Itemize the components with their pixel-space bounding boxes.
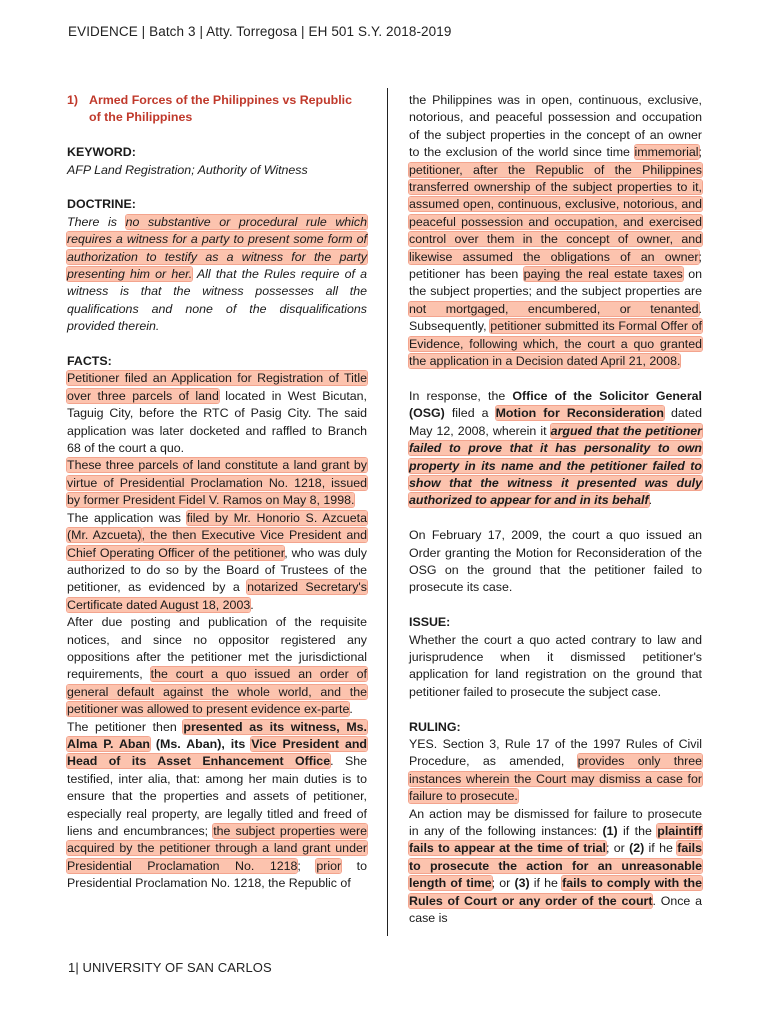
response-paragraph: In response, the Office of the Solicitor General (OSG) filed a Motion for Reconsideration dated May 12, 2008, wherein it argued that the petitioner failed to prove that it has personality to own property in its name and the petitioner failed to show that the witness it presented was duly authorized to appear for and in its behalf. <box>409 388 703 508</box>
column-divider <box>387 88 388 936</box>
keyword-heading: KEYWORD: <box>67 145 136 160</box>
page-header: EVIDENCE | Batch 3 | Atty. Torregosa | EH 501 S.Y. 2018-2019 <box>68 24 452 39</box>
right-column <box>409 92 702 927</box>
page-footer: 1| UNIVERSITY OF SAN CARLOS <box>68 960 272 975</box>
doctrine-text: There is no substantive or procedural rule which requires a witness for a party to present some form of authorization to testify as a witness for the party presenting him or her. All that the Rules require of a witness is that the witness possesses all the qualifications and none of the disqualifications provided therein. <box>67 214 368 334</box>
order-paragraph: On February 17, 2009, the court a quo issued an Order granting the Motion for Reconsideration of the OSG on the ground that the petitioner failed to prosecute its case. <box>409 528 702 595</box>
doctrine-highlight: no substantive or procedural rule which requires a witness for a party to present some form of authorization to testify as a witness for the party presenting him or her. <box>67 214 368 282</box>
case-number: 1) <box>67 93 79 107</box>
keyword-text: AFP Land Registration; Authority of Witness <box>67 162 308 177</box>
facts-paragraph-1: Petitioner filed an Application for Registration of Title over three parcels of land located in West Bicutan, Taguig City, before the RTC of Pasig City. The said application was later docketed and raffled to Branch 68 of the court a quo. <box>67 371 367 456</box>
ruling-paragraph-2: An action may be dismissed for failure to prosecute in any of the following instances: (1) if the plaintiff fails to appear at the time of trial; or (2) if he fails to prosecute the action for an unreasonable length of time; or (3) if he fails to comply with the Rules of Court or any order of the court. Once a case is <box>409 806 703 926</box>
issue-text: Whether the court a quo acted contrary to law and jurisprudence when it dismissed petitioner's application for land registration on the ground that petitioner failed to prosecute the subject case. <box>409 632 702 699</box>
issue-heading: ISSUE: <box>409 615 451 630</box>
facts-paragraph-4: After due posting and publication of the requisite notices, and since no oppositor registered any oppositions after the petitioner met the jurisdictional requirements, the court a quo issued an order of general default against the whole world, and the petitioner was allowed to present evidence ex-parte. <box>67 615 367 717</box>
case-title <box>67 92 367 127</box>
facts-heading: FACTS: <box>67 354 112 369</box>
facts-paragraph-3: The application was filed by Mr. Honorio S. Azcueta (Mr. Azcueta), the then Executive Vice President and Chief Operating Officer of the petitioner, who was duly authorized to do so by the Board of Trustees of the petitioner, as evidenced by a notarized Secretary's Certificate dated August 18, 2003. <box>67 510 367 612</box>
facts-paragraph-5: The petitioner then presented as its witness, Ms. Alma P. Aban (Ms. Aban), its Vice President and Head of its Asset Enhancement Office. She testified, inter alia, that: among her main duties is to ensure that the properties and assets of petitioner, especially real property, are legally titled and freed of liens and encumbrances; the subject properties were acquired by the petitioner through a land grant under Presidential Proclamation No. 1218; prior to Presidential Proclamation No. 1218, the Republic of <box>67 719 367 891</box>
facts-paragraph-5-continued: the Philippines was in open, continuous, exclusive, notorious, and peaceful possession and occupation of the subject properties in the concept of an owner to the exclusion of the world since time immemorial; petitioner, after the Republic of the Philippines transferred ownership of the subject properties to it, assumed open, continuous, exclusive, notorious, and peaceful possession and occupation, and exercised control over them in the concept of owner, and likewise assumed the obligations of an owner; petitioner has been paying the real estate taxes on the subject properties; and the subject properties are not mortgaged, encumbered, or tenanted. Subsequently, petitioner submitted its Formal Offer of Evidence, following which, the court a quo granted the application in a Decision dated April 21, 2008. <box>409 93 702 369</box>
left-column <box>67 92 367 893</box>
ruling-heading: RULING: <box>409 719 461 734</box>
doctrine-heading: DOCTRINE: <box>67 197 136 212</box>
facts-paragraph-2: These three parcels of land constitute a land grant by virtue of Presidential Proclamation No. 1218, issued by former President Fidel V. Ramos on May 8, 1998. <box>67 458 367 508</box>
ruling-paragraph-1: YES. Section 3, Rule 17 of the 1997 Rules of Civil Procedure, as amended, provides only three instances wherein the Court may dismiss a case for failure to prosecute. <box>409 736 702 804</box>
case-title-text: Armed Forces of the Philippines vs Republic of the Philippines <box>89 93 353 125</box>
